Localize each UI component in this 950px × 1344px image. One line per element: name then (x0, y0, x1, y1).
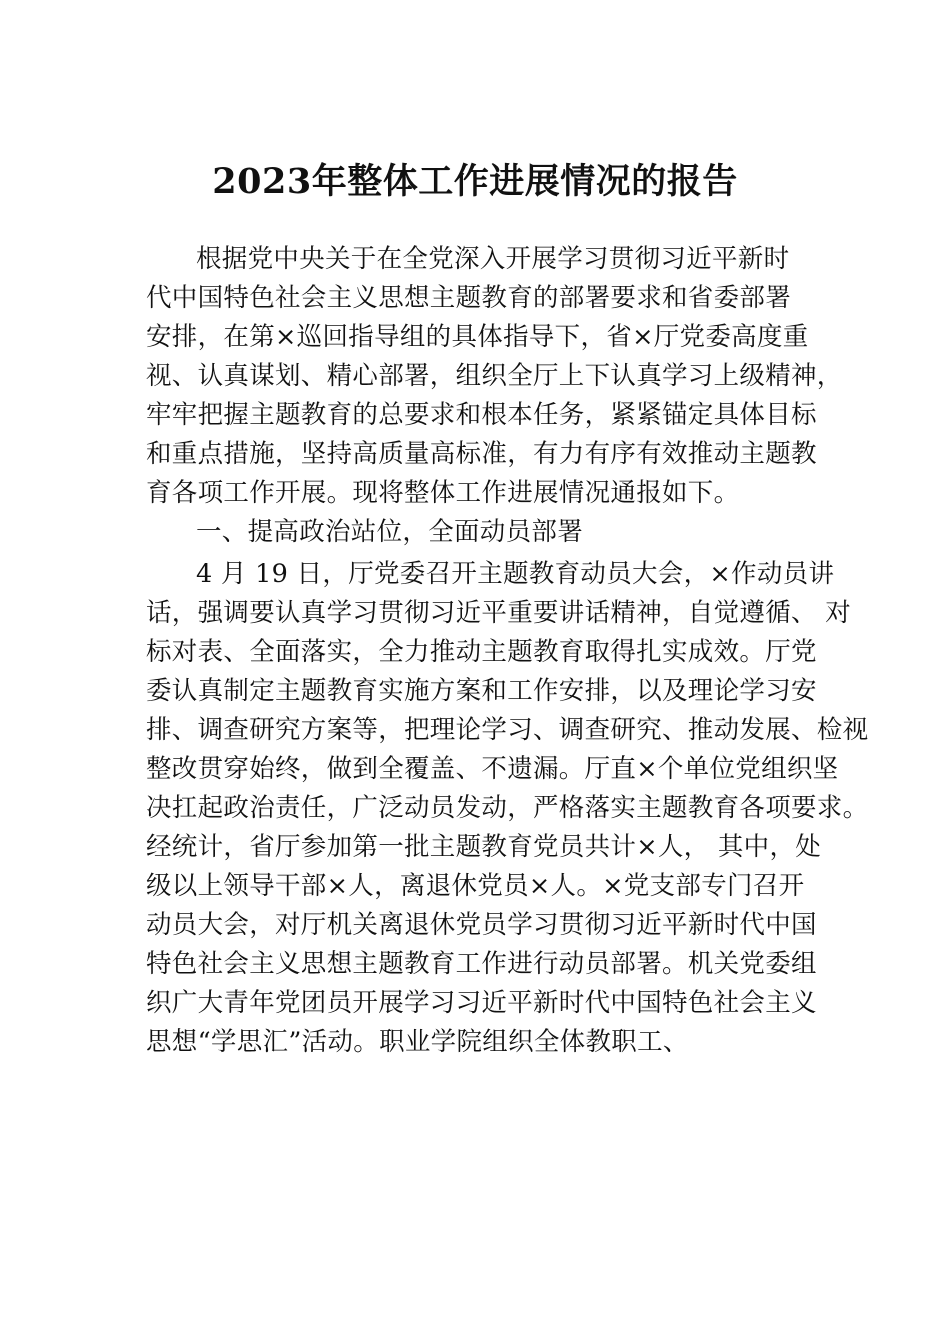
body-line: 4 月 19 日，厅党委召开主题教育动员大会，×作动员讲 (196, 559, 835, 589)
document-body (146, 240, 869, 1062)
body-line: 动员大会，对厅机关离退休党员学习贯彻习近平新时代中国 (146, 910, 817, 940)
body-line: 委认真制定主题教育实施方案和工作安排，以及理论学习安 (146, 676, 817, 706)
body-line: 话，强调要认真学习贯彻习近平重要讲话精神，自觉遵循、 对 (146, 598, 852, 628)
body-line: 和重点措施，坚持高质量高标准，有力有序有效推动主题教 (146, 439, 817, 469)
section-heading: 一、提高政治站位，全面动员部署 (196, 517, 584, 547)
body-line: 根据党中央关于在全党深入开展学习贯彻习近平新时 (196, 244, 790, 274)
body-line: 织广大青年党团员开展学习习近平新时代中国特色社会主义 (146, 988, 817, 1018)
body-line: 决扛起政治责任，广泛动员发动，严格落实主题教育各项要求。 (146, 793, 869, 823)
body-line: 安排，在第×巡回指导组的具体指导下，省×厅党委高度重 (146, 322, 809, 352)
body-line: 特色社会主义思想主题教育工作进行动员部署。机关党委组 (146, 949, 817, 979)
body-line: 牢牢把握主题教育的总要求和根本任务，紧紧锚定具体目标 (146, 400, 817, 430)
body-line: 经统计，省厅参加第一批主题教育党员共计×人， 其中，处 (146, 832, 822, 862)
document-title: 2023年整体工作进展情况的报告 (212, 161, 738, 202)
body-line: 级以上领导干部×人，离退休党员×人。×党支部专门召开 (146, 871, 805, 901)
body-line: 视、认真谋划、精心部署，组织全厅上下认真学习上级精神， (146, 361, 843, 391)
body-line: 整改贯穿始终，做到全覆盖、不遗漏。厅直×个单位党组织坚 (146, 754, 839, 784)
body-line: 代中国特色社会主义思想主题教育的部署要求和省委部署 (146, 283, 792, 313)
body-line: 思想“学思汇”活动。职业学院组织全体教职工、 (146, 1027, 689, 1057)
body-line: 标对表、全面落实，全力推动主题教育取得扎实成效。厅党 (146, 637, 817, 667)
body-line: 育各项工作开展。现将整体工作进展情况通报如下。 (146, 478, 740, 508)
body-line: 排、调查研究方案等，把理论学习、调查研究、推动发展、检视 (146, 715, 869, 745)
